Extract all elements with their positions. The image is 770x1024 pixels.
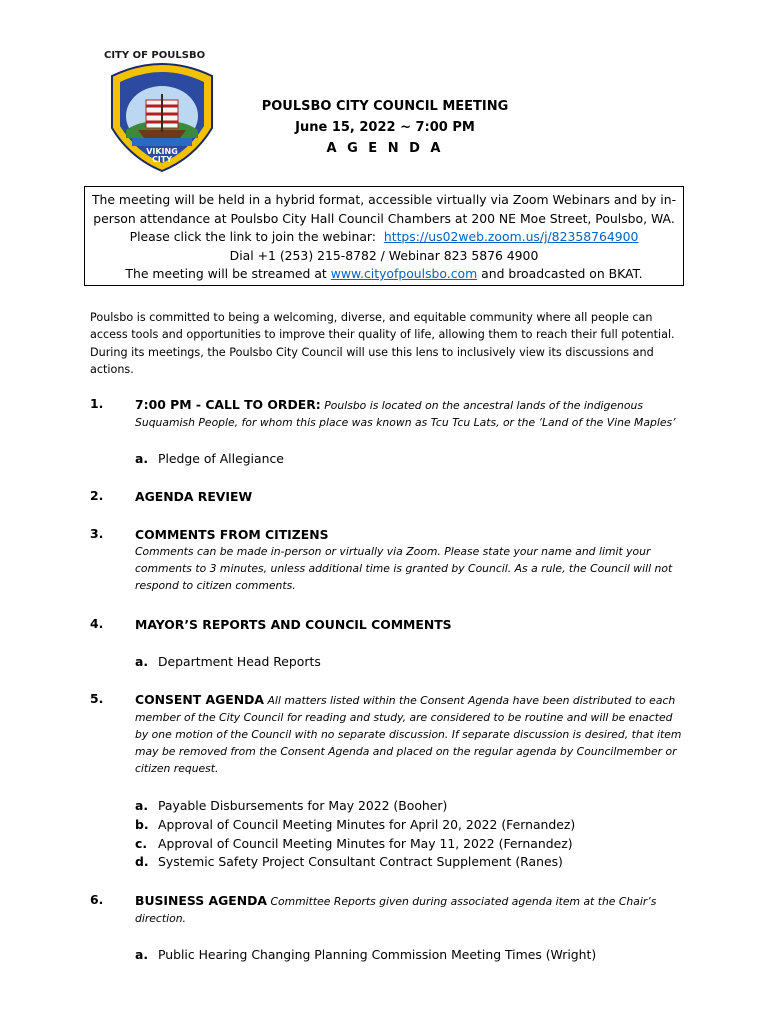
sub-item-text: Pledge of Allegiance	[158, 451, 284, 466]
item-number: 1.	[90, 396, 104, 411]
agenda-item-3	[90, 526, 690, 594]
info-stream-suffix: and broadcasted on BKAT.	[481, 266, 643, 281]
intro-line-3: During its meetings, the Poulsbo City Council will use this lens to inclusively view its discussions and	[90, 345, 654, 359]
intro-line-4: actions.	[90, 363, 134, 377]
agenda-item-4	[90, 616, 690, 634]
item-desc-line-1: Comments can be made in-person or virtually via Zoom. Please state your name and limit your	[135, 545, 651, 558]
item-title: BUSINESS AGENDA	[135, 893, 267, 908]
sub-item	[135, 815, 575, 834]
city-website-link[interactable]: www.cityofpoulsbo.com	[330, 266, 478, 281]
sub-item-letter: d.	[135, 854, 149, 869]
item-number: 2.	[90, 488, 104, 503]
item-number: 6.	[90, 892, 104, 907]
sub-item-letter: a.	[135, 798, 149, 813]
agenda-item-6	[90, 892, 690, 927]
agenda-item-2	[90, 488, 690, 506]
agenda-heading: A G E N D A	[326, 141, 444, 156]
sub-item-text: Department Head Reports	[158, 654, 321, 669]
item-desc-line-2: direction.	[135, 912, 186, 925]
item-desc-line-1: Poulsbo is located on the ancestral lands of the indigenous	[324, 399, 643, 412]
logo-text-city: CITY	[151, 155, 173, 164]
sub-item-text: Approval of Council Meeting Minutes for April 20, 2022 (Fernandez)	[158, 817, 576, 832]
sub-item-text: Public Hearing Changing Planning Commission Meeting Times (Wright)	[158, 947, 597, 962]
meeting-date: June 15, 2022 ~ 7:00 PM	[295, 120, 475, 135]
logo-text-viking: VIKING	[146, 147, 178, 156]
info-line-3	[85, 228, 683, 247]
sub-item	[135, 652, 321, 671]
info-line-2: person attendance at Poulsbo City Hall Council Chambers at 200 NE Moe Street, Poulsbo, WA.	[93, 210, 675, 226]
item-title: AGENDA REVIEW	[135, 489, 253, 504]
item-title: CONSENT AGENDA	[135, 692, 264, 707]
sub-item	[135, 449, 284, 468]
info-webinar-prefix: Please click the link to join the webinar:	[129, 229, 376, 244]
item-desc-line-1: All matters listed within the Consent Agenda have been distributed to each	[267, 694, 676, 707]
sub-item	[135, 796, 447, 815]
sub-item-text: Payable Disbursements for May 2022 (Booher)	[158, 798, 448, 813]
item-number: 3.	[90, 526, 104, 541]
item-desc-line-4: may be removed from the Consent Agenda and placed on the regular agenda by Councilmember or	[135, 745, 677, 758]
info-dial-line: Dial +1 (253) 215-8782 / Webinar 823 5876 4900	[229, 247, 539, 263]
sub-item	[135, 834, 573, 853]
item-title: MAYOR’S REPORTS AND COUNCIL COMMENTS	[135, 617, 452, 632]
item-title: COMMENTS FROM CITIZENS	[135, 527, 329, 542]
meeting-title: POULSBO CITY COUNCIL MEETING	[261, 99, 509, 114]
equity-statement	[90, 309, 690, 379]
sub-item-letter: a.	[135, 451, 149, 466]
sub-item-text: Systemic Safety Project Consultant Contract Supplement (Ranes)	[158, 854, 563, 869]
item-desc-line-2: member of the City Council for reading and study, are considered to be routine and will be enacted	[135, 711, 673, 724]
logo-text-top: CITY OF POULSBO	[104, 50, 206, 61]
info-line-5	[85, 265, 683, 284]
item-desc-line-3: respond to citizen comments.	[135, 579, 296, 592]
intro-line-1: Poulsbo is committed to being a welcoming, diverse, and equitable community where all people can	[90, 311, 653, 324]
item-number: 4.	[90, 616, 104, 631]
item-desc-line-3: by one motion of the Council with no separate discussion. If separate discussion is desired, that item	[135, 728, 682, 741]
sub-item-letter: c.	[135, 836, 148, 851]
sub-item-letter: a.	[135, 947, 149, 962]
item-desc-line-1: Committee Reports given during associated agenda item at the Chair’s	[270, 895, 657, 908]
sub-item	[135, 852, 563, 871]
info-line-1: The meeting will be held in a hybrid format, accessible virtually via Zoom Webinars and by in-	[91, 192, 677, 207]
agenda-item-1	[90, 396, 690, 431]
item-desc-line-2: Suquamish People, for whom this place was known as Tcu Tcu Lats, or the ‘Land of the Vine Maples’	[135, 416, 676, 429]
item-desc-line-5: citizen request.	[135, 762, 219, 775]
sub-item-letter: b.	[135, 817, 149, 832]
sub-item-letter: a.	[135, 654, 149, 669]
item-desc-line-2: comments to 3 minutes, unless additional time is granted by Council. As a rule, the Council will not	[135, 562, 673, 575]
city-of-poulsbo-logo	[104, 50, 220, 173]
meeting-info-box	[84, 186, 684, 286]
zoom-webinar-link[interactable]: https://us02web.zoom.us/j/82358764900	[383, 229, 639, 244]
agenda-item-5	[90, 691, 690, 777]
intro-line-2: access tools and opportunities to improve their quality of life, allowing them to reach their full potential.	[90, 328, 675, 342]
info-stream-prefix: The meeting will be streamed at	[125, 266, 327, 281]
sub-item	[135, 945, 596, 964]
item-title: 7:00 PM - CALL TO ORDER:	[135, 397, 321, 412]
sub-item-text: Approval of Council Meeting Minutes for May 11, 2022 (Fernandez)	[158, 836, 573, 851]
item-number: 5.	[90, 691, 104, 706]
meeting-header	[230, 96, 540, 159]
